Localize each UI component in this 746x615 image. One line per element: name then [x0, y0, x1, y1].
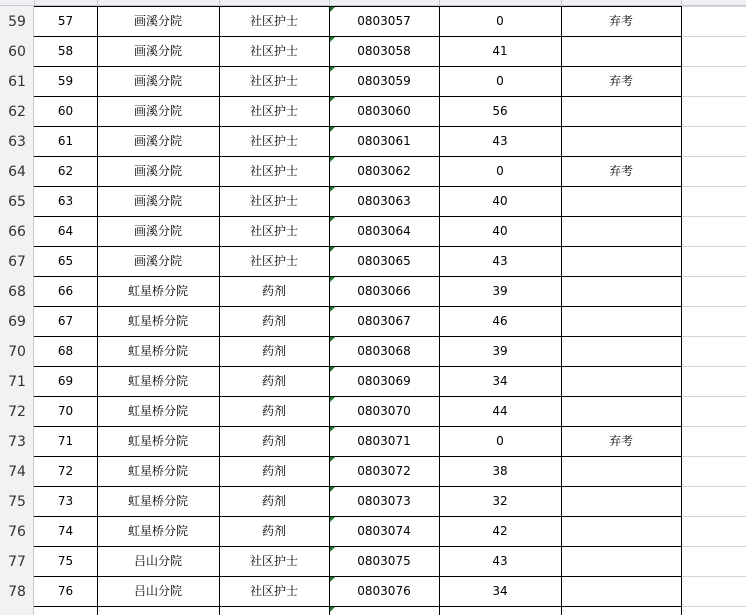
gridline — [682, 456, 746, 457]
score-cell[interactable]: 34 — [492, 584, 508, 598]
empty-cell[interactable] — [681, 96, 746, 126]
row-number[interactable]: 67 — [8, 254, 26, 270]
admission-ticket-cell[interactable]: 0803064 — [357, 224, 411, 238]
admission-ticket-cell[interactable]: 0803073 — [357, 494, 411, 508]
branch-cell[interactable]: 吕山分院 — [133, 584, 182, 598]
position-cell[interactable]: 药剂 — [261, 284, 286, 298]
row-number[interactable]: 65 — [8, 194, 26, 210]
position-cell[interactable]: 社区护士 — [249, 74, 298, 88]
number-stored-as-text-indicator — [330, 547, 335, 552]
position-cell[interactable]: 药剂 — [261, 524, 286, 538]
number-stored-as-text-indicator — [330, 217, 335, 222]
number-stored-as-text-indicator — [330, 277, 335, 282]
number-stored-as-text-indicator — [330, 457, 335, 462]
seq-cell[interactable]: 62 — [57, 164, 74, 178]
number-stored-as-text-indicator — [330, 37, 335, 42]
empty-cell[interactable] — [681, 186, 746, 216]
branch-cell[interactable]: 画溪分院 — [133, 224, 182, 238]
row-number[interactable]: 74 — [8, 464, 26, 480]
branch-cell[interactable]: 虹星桥分院 — [127, 404, 188, 418]
row-number[interactable]: 70 — [8, 344, 26, 360]
score-cell[interactable]: 41 — [492, 44, 508, 58]
seq-cell[interactable]: 71 — [57, 434, 74, 448]
remark-cell[interactable]: 弃考 — [608, 14, 633, 28]
empty-cell[interactable] — [681, 576, 746, 606]
admission-ticket-cell[interactable]: 0803057 — [357, 14, 411, 28]
empty-cell[interactable] — [681, 66, 746, 96]
admission-ticket-cell[interactable]: 0803063 — [357, 194, 411, 208]
number-stored-as-text-indicator — [330, 67, 335, 72]
seq-cell[interactable]: 76 — [57, 584, 74, 598]
number-stored-as-text-indicator — [330, 7, 335, 12]
score-cell[interactable]: 42 — [492, 524, 508, 538]
row-border — [34, 546, 682, 547]
admission-ticket-cell[interactable]: 0803062 — [357, 164, 411, 178]
gridline — [682, 306, 746, 307]
row-number[interactable]: 66 — [8, 224, 26, 240]
empty-cell[interactable] — [681, 516, 746, 546]
gridline — [682, 6, 746, 7]
column-border — [219, 6, 220, 615]
column-border — [97, 6, 98, 615]
remark-cell[interactable]: 弃考 — [608, 164, 633, 178]
position-cell[interactable]: 药剂 — [261, 404, 286, 418]
row-border — [34, 276, 682, 277]
row-border — [34, 246, 682, 247]
remark-cell[interactable] — [561, 546, 681, 576]
row-number[interactable]: 68 — [8, 284, 26, 300]
position-cell[interactable]: 社区护士 — [249, 104, 298, 118]
score-cell[interactable]: 0 — [496, 74, 504, 88]
number-stored-as-text-indicator — [330, 247, 335, 252]
empty-cell[interactable] — [681, 336, 746, 366]
score-cell[interactable]: 43 — [492, 134, 508, 148]
seq-cell[interactable]: 63 — [57, 194, 74, 208]
remark-cell[interactable] — [561, 126, 681, 156]
row-number[interactable]: 78 — [8, 584, 26, 600]
gridline — [682, 126, 746, 127]
score-cell[interactable]: 44 — [492, 404, 508, 418]
score-cell[interactable]: 43 — [492, 554, 508, 568]
seq-cell[interactable]: 69 — [57, 374, 74, 388]
position-cell[interactable]: 社区护士 — [249, 254, 298, 268]
score-cell[interactable]: 40 — [492, 224, 508, 238]
column-border — [681, 6, 682, 615]
admission-ticket-cell[interactable]: 0803072 — [357, 464, 411, 478]
row-number[interactable]: 76 — [8, 524, 26, 540]
empty-cell[interactable] — [681, 456, 746, 486]
row-number[interactable]: 62 — [8, 104, 26, 120]
empty-cell[interactable] — [681, 36, 746, 66]
remark-cell[interactable] — [561, 216, 681, 246]
row-border — [34, 396, 682, 397]
position-cell[interactable]: 药剂 — [261, 314, 286, 328]
number-stored-as-text-indicator — [330, 577, 335, 582]
number-stored-as-text-indicator — [330, 487, 335, 492]
branch-cell[interactable]: 虹星桥分院 — [127, 374, 188, 388]
admission-ticket-cell[interactable]: 0803067 — [357, 314, 411, 328]
branch-cell[interactable]: 虹星桥分院 — [127, 524, 188, 538]
row-border — [34, 426, 682, 427]
branch-cell[interactable]: 画溪分院 — [133, 194, 182, 208]
score-cell[interactable]: 34 — [492, 374, 508, 388]
branch-cell[interactable]: 虹星桥分院 — [127, 494, 188, 508]
row-number[interactable]: 64 — [8, 164, 26, 180]
empty-cell[interactable] — [681, 6, 746, 36]
row-number[interactable]: 72 — [8, 404, 26, 420]
seq-cell[interactable]: 75 — [57, 554, 74, 568]
remark-cell[interactable] — [561, 186, 681, 216]
row-number[interactable]: 77 — [8, 554, 26, 570]
score-cell[interactable]: 0 — [496, 14, 504, 28]
admission-ticket-cell[interactable]: 0803075 — [357, 554, 411, 568]
column-border — [329, 6, 330, 615]
branch-cell[interactable]: 吕山分院 — [133, 554, 182, 568]
gridline — [682, 606, 746, 607]
number-stored-as-text-indicator — [330, 97, 335, 102]
gridline — [682, 366, 746, 367]
position-cell[interactable]: 药剂 — [261, 494, 286, 508]
score-cell[interactable]: 0 — [496, 434, 504, 448]
seq-cell[interactable]: 61 — [57, 134, 74, 148]
row-number[interactable]: 59 — [8, 14, 26, 30]
row-number[interactable]: 71 — [8, 374, 26, 390]
remark-cell[interactable] — [561, 516, 681, 546]
empty-cell[interactable] — [681, 246, 746, 276]
seq-cell[interactable]: 66 — [57, 284, 74, 298]
branch-cell[interactable]: 画溪分院 — [133, 104, 182, 118]
row-border — [34, 156, 682, 157]
score-cell[interactable]: 56 — [492, 104, 508, 118]
row-number[interactable]: 69 — [8, 314, 26, 330]
seq-cell[interactable]: 60 — [57, 104, 74, 118]
position-cell[interactable]: 药剂 — [261, 374, 286, 388]
number-stored-as-text-indicator — [330, 337, 335, 342]
empty-cell[interactable] — [681, 486, 746, 516]
remark-cell[interactable] — [561, 396, 681, 426]
row-border — [34, 186, 682, 187]
branch-cell[interactable]: 虹星桥分院 — [127, 314, 188, 328]
score-cell[interactable]: 40 — [492, 194, 508, 208]
row-number[interactable]: 63 — [8, 134, 26, 150]
remark-cell[interactable]: 弃考 — [608, 434, 633, 448]
row-border — [34, 306, 682, 307]
remark-cell[interactable]: 弃考 — [608, 74, 633, 88]
position-cell[interactable]: 社区护士 — [249, 224, 298, 238]
gridline — [682, 546, 746, 547]
number-stored-as-text-indicator — [330, 607, 335, 612]
gridline — [682, 216, 746, 217]
score-cell[interactable]: 46 — [492, 314, 508, 328]
admission-ticket-cell[interactable]: 0803060 — [357, 104, 411, 118]
branch-cell[interactable]: 画溪分院 — [133, 14, 182, 28]
empty-cell[interactable] — [681, 366, 746, 396]
branch-cell[interactable]: 虹星桥分院 — [127, 464, 188, 478]
row-number[interactable]: 73 — [8, 434, 26, 450]
admission-ticket-cell[interactable]: 0803066 — [357, 284, 411, 298]
position-cell[interactable]: 社区护士 — [249, 44, 298, 58]
admission-ticket-cell[interactable]: 0803068 — [357, 344, 411, 358]
remark-cell[interactable] — [561, 486, 681, 516]
position-cell[interactable]: 药剂 — [261, 434, 286, 448]
remark-cell[interactable] — [561, 576, 681, 606]
number-stored-as-text-indicator — [330, 307, 335, 312]
score-cell[interactable]: 0 — [496, 164, 504, 178]
row-number[interactable]: 61 — [8, 74, 26, 90]
empty-cell[interactable] — [681, 216, 746, 246]
admission-ticket-cell[interactable]: 0803074 — [357, 524, 411, 538]
row-border — [34, 456, 682, 457]
row-border — [34, 576, 682, 577]
admission-ticket-cell[interactable]: 0803061 — [357, 134, 411, 148]
admission-ticket-cell[interactable]: 0803065 — [357, 254, 411, 268]
seq-cell[interactable]: 70 — [57, 404, 74, 418]
remark-cell[interactable] — [561, 276, 681, 306]
seq-cell[interactable]: 74 — [57, 524, 74, 538]
score-cell[interactable]: 39 — [492, 344, 508, 358]
remark-cell[interactable] — [561, 96, 681, 126]
remark-cell[interactable] — [561, 36, 681, 66]
row-number[interactable]: 75 — [8, 494, 26, 510]
gridline — [682, 246, 746, 247]
column-border — [561, 6, 562, 615]
seq-cell[interactable]: 58 — [57, 44, 74, 58]
empty-cell[interactable] — [681, 126, 746, 156]
branch-cell[interactable]: 画溪分院 — [133, 254, 182, 268]
empty-cell[interactable] — [681, 156, 746, 186]
row-border — [34, 336, 682, 337]
position-cell[interactable]: 社区护士 — [249, 134, 298, 148]
row-border — [34, 66, 682, 67]
number-stored-as-text-indicator — [330, 157, 335, 162]
position-cell[interactable]: 社区护士 — [249, 554, 298, 568]
gridline — [682, 66, 746, 67]
row-border — [34, 606, 682, 607]
gridline — [682, 276, 746, 277]
branch-cell[interactable]: 虹星桥分院 — [127, 284, 188, 298]
gridline — [682, 516, 746, 517]
number-stored-as-text-indicator — [330, 397, 335, 402]
gridline — [682, 186, 746, 187]
remark-cell[interactable] — [561, 336, 681, 366]
admission-ticket-cell[interactable]: 0803070 — [357, 404, 411, 418]
seq-cell[interactable]: 72 — [57, 464, 74, 478]
branch-cell[interactable]: 虹星桥分院 — [127, 344, 188, 358]
score-cell[interactable]: 39 — [492, 284, 508, 298]
branch-cell[interactable]: 画溪分院 — [133, 134, 182, 148]
gridline — [682, 156, 746, 157]
row-border — [34, 6, 682, 7]
remark-cell[interactable] — [561, 246, 681, 276]
score-cell[interactable]: 32 — [492, 494, 508, 508]
row-border — [34, 516, 682, 517]
seq-cell[interactable]: 59 — [57, 74, 74, 88]
empty-cell[interactable] — [681, 546, 746, 576]
row-border — [34, 216, 682, 217]
empty-cell[interactable] — [681, 426, 746, 456]
number-stored-as-text-indicator — [330, 427, 335, 432]
admission-ticket-cell[interactable]: 0803076 — [357, 584, 411, 598]
empty-cell[interactable] — [681, 396, 746, 426]
admission-ticket-cell[interactable]: 0803059 — [357, 74, 411, 88]
empty-cell[interactable] — [681, 306, 746, 336]
position-cell[interactable]: 社区护士 — [249, 14, 298, 28]
number-stored-as-text-indicator — [330, 127, 335, 132]
gridline — [682, 486, 746, 487]
branch-cell[interactable]: 画溪分院 — [133, 44, 182, 58]
seq-cell[interactable]: 64 — [57, 224, 74, 238]
seq-cell[interactable]: 73 — [57, 494, 74, 508]
score-cell[interactable]: 43 — [492, 254, 508, 268]
seq-cell[interactable]: 65 — [57, 254, 74, 268]
admission-ticket-cell[interactable]: 0803058 — [357, 44, 411, 58]
empty-cell[interactable] — [681, 276, 746, 306]
position-cell[interactable]: 药剂 — [261, 464, 286, 478]
position-cell[interactable]: 社区护士 — [249, 584, 298, 598]
number-stored-as-text-indicator — [330, 367, 335, 372]
admission-ticket-cell[interactable]: 0803071 — [357, 434, 411, 448]
seq-cell[interactable]: 67 — [57, 314, 74, 328]
position-cell[interactable]: 药剂 — [261, 344, 286, 358]
gridline — [682, 576, 746, 577]
seq-cell[interactable]: 68 — [57, 344, 74, 358]
branch-cell[interactable]: 画溪分院 — [133, 74, 182, 88]
row-border — [34, 96, 682, 97]
row-number[interactable]: 60 — [8, 44, 26, 60]
gridline — [682, 426, 746, 427]
remark-cell[interactable] — [561, 456, 681, 486]
branch-cell[interactable]: 虹星桥分院 — [127, 434, 188, 448]
row-border — [34, 486, 682, 487]
number-stored-as-text-indicator — [330, 517, 335, 522]
gridline — [682, 396, 746, 397]
column-border — [439, 6, 440, 615]
position-cell[interactable]: 社区护士 — [249, 194, 298, 208]
row-border — [34, 366, 682, 367]
gridline — [682, 96, 746, 97]
row-border — [34, 36, 682, 37]
remark-cell[interactable] — [561, 306, 681, 336]
admission-ticket-cell[interactable]: 0803069 — [357, 374, 411, 388]
seq-cell[interactable]: 57 — [57, 14, 74, 28]
position-cell[interactable]: 社区护士 — [249, 164, 298, 178]
remark-cell[interactable] — [561, 366, 681, 396]
gridline — [682, 36, 746, 37]
number-stored-as-text-indicator — [330, 187, 335, 192]
score-cell[interactable]: 38 — [492, 464, 508, 478]
gridline — [682, 336, 746, 337]
row-border — [34, 126, 682, 127]
branch-cell[interactable]: 画溪分院 — [133, 164, 182, 178]
